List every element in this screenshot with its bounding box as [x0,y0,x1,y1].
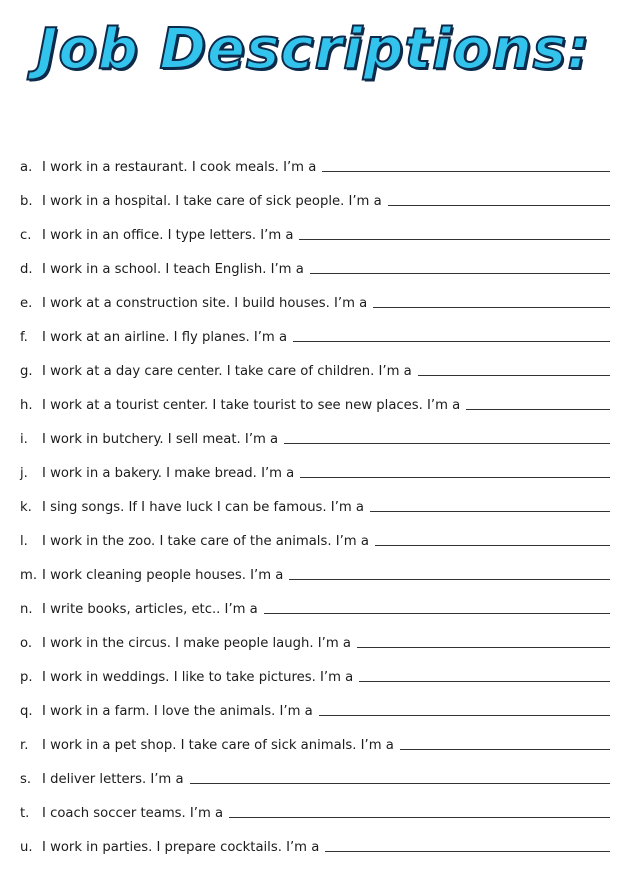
question-item [20,583,610,617]
answer-blank[interactable] [325,851,610,852]
answer-blank[interactable] [322,171,610,172]
question-letter: p. [20,670,33,685]
question-list [20,141,610,855]
answer-blank[interactable] [229,817,610,818]
question-item [20,515,610,549]
question-text: I sing songs. If I have luck I can be famous. I’m a [42,500,365,515]
question-item [20,821,610,855]
question-letter: m. [20,568,38,583]
question-item [20,787,610,821]
answer-blank[interactable] [289,579,610,580]
question-item [20,651,610,685]
answer-blank[interactable] [418,375,610,376]
question-text: I work in a bakery. I make bread. I’m a [42,466,295,481]
answer-blank[interactable] [373,307,610,308]
question-text: I work in butchery. I sell meat. I’m a [42,432,279,447]
answer-blank[interactable] [357,647,610,648]
question-letter: g. [20,364,33,379]
question-text: I work at a construction site. I build houses. I’m a [42,296,368,311]
question-letter: n. [20,602,33,617]
question-text: I work cleaning people houses. I’m a [42,568,284,583]
question-item [20,345,610,379]
answer-blank[interactable] [190,783,610,784]
question-text: I work in a farm. I love the animals. I’m a [42,704,313,719]
question-letter: d. [20,262,33,277]
question-item [20,447,610,481]
worksheet-title: Job Descriptions: [36,17,591,82]
question-letter: c. [20,228,32,243]
question-text: I work in a school. I teach English. I’m a [42,262,304,277]
question-letter: k. [20,500,32,515]
question-item [20,719,610,753]
question-text: I work in the zoo. I take care of the animals. I’m a [42,534,369,549]
question-text: I work in a restaurant. I cook meals. I’m a [42,160,317,175]
question-letter: a. [20,160,33,175]
answer-blank[interactable] [319,715,610,716]
answer-blank[interactable] [264,613,610,614]
question-item [20,753,610,787]
question-item [20,379,610,413]
question-text: I work in an office. I type letters. I’m a [42,228,294,243]
question-text: I work at an airline. I fly planes. I’m a [42,330,288,345]
question-text: I work in weddings. I like to take pictures. I’m a [42,670,354,685]
question-letter: q. [20,704,33,719]
question-letter: t. [20,806,30,821]
question-letter: i. [20,432,28,447]
question-text: I work at a day care center. I take care of children. I’m a [42,364,412,379]
question-item [20,175,610,209]
question-letter: j. [20,466,28,481]
answer-blank[interactable] [400,749,610,750]
question-text: I write books, articles, etc.. I’m a [42,602,258,617]
answer-blank[interactable] [359,681,610,682]
question-item [20,617,610,651]
question-text: I work in parties. I prepare cocktails. I’m a [42,840,320,855]
question-text: I work at a tourist center. I take tourist to see new places. I’m a [42,398,461,413]
answer-blank[interactable] [310,273,610,274]
question-text: I work in a hospital. I take care of sick people. I’m a [42,194,382,209]
question-text: I deliver letters. I’m a [42,772,184,787]
question-item [20,685,610,719]
answer-blank[interactable] [388,205,610,206]
question-letter: r. [20,738,29,753]
question-text: I coach soccer teams. I’m a [42,806,224,821]
question-letter: h. [20,398,33,413]
question-item [20,311,610,345]
answer-blank[interactable] [299,239,610,240]
question-text: I work in the circus. I make people laugh. I’m a [42,636,351,651]
answer-blank[interactable] [300,477,610,478]
answer-blank[interactable] [466,409,610,410]
question-item [20,277,610,311]
question-item [20,209,610,243]
answer-blank[interactable] [284,443,610,444]
question-letter: e. [20,296,33,311]
answer-blank[interactable] [293,341,610,342]
question-letter: u. [20,840,33,855]
answer-blank[interactable] [370,511,610,512]
question-letter: o. [20,636,33,651]
question-letter: l. [20,534,28,549]
question-item [20,243,610,277]
answer-blank[interactable] [375,545,610,546]
question-item [20,549,610,583]
question-letter: s. [20,772,32,787]
question-item [20,413,610,447]
question-item [20,141,610,175]
question-letter: b. [20,194,33,209]
question-item [20,481,610,515]
question-letter: f. [20,330,28,345]
question-text: I work in a pet shop. I take care of sick animals. I’m a [42,738,394,753]
